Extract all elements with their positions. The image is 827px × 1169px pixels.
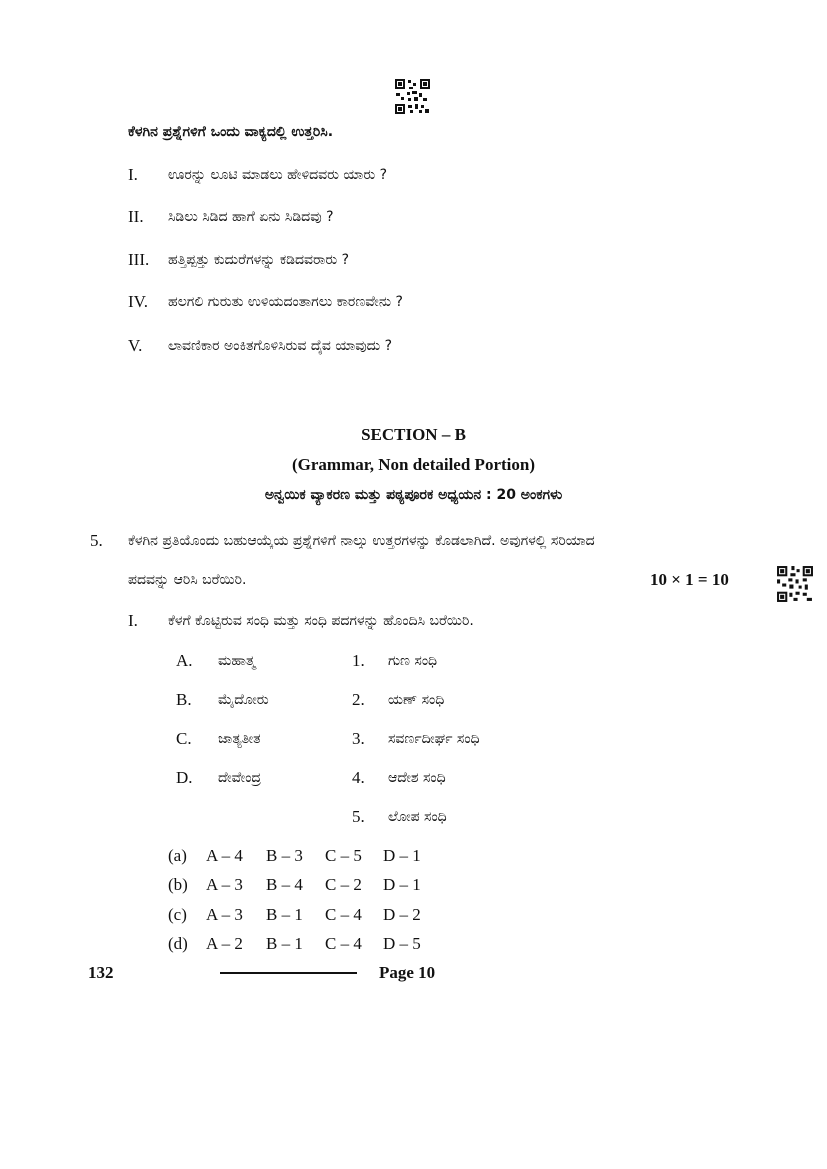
sub-question-number: I.: [128, 611, 138, 630]
left-column-item: ಮೈದೋರು: [218, 692, 269, 708]
answer-option-label: (a): [168, 846, 187, 865]
answer-option-value: A – 2: [206, 934, 243, 953]
answer-option-label: (c): [168, 905, 187, 924]
answer-option-value: D – 5: [383, 934, 421, 953]
question-text: ಹಲಗಲಿ ಗುರುತು ಉಳಿಯದಂತಾಗಲು ಕಾರಣವೇನು ?: [168, 294, 403, 310]
answer-option-value: C – 4: [325, 934, 362, 953]
answer-option-value: A – 3: [206, 905, 243, 924]
answer-option-value: A – 4: [206, 846, 243, 865]
footer-divider: [220, 972, 357, 974]
left-column-item: ಜಾತ್ಯತೀತ: [218, 731, 261, 747]
right-column-label: 3.: [352, 729, 365, 748]
left-column-item: ಮಹಾತ್ಮ: [218, 653, 256, 669]
section-subtitle: (Grammar, Non detailed Portion): [291, 455, 535, 474]
answer-option-value: B – 1: [266, 905, 303, 924]
sub-question-text: ಕೆಳಗೆ ಕೊಟ್ಟಿರುವ ಸಂಧಿ ಮತ್ತು ಸಂಧಿ ಪದಗಳನ್ನು ಹೊಂದಿಸಿ ಬರೆಯಿರಿ.: [168, 613, 474, 629]
answer-option-value: D – 2: [383, 905, 421, 924]
paper-code: 132: [88, 963, 114, 982]
question-number: IV.: [128, 292, 148, 311]
left-column-label: A.: [176, 651, 193, 670]
question-text: ಕೆಳಗಿನ ಪ್ರತಿಯೊಂದು ಬಹುಆಯ್ಕೆಯ ಪ್ರಶ್ನೆಗಳಿಗೆ ನಾಲ್ಕು ಉತ್ತರಗಳನ್ನು ಕೊಡಲಾಗಿದೆ. ಅವುಗಳಲ್ಲಿ ಸರಿಯಾದ: [128, 533, 595, 549]
question-text-continued: ಪದವನ್ನು ಆರಿಸಿ ಬರೆಯಿರಿ.: [128, 572, 247, 588]
answer-option-value: C – 2: [325, 875, 362, 894]
right-column-item: ಗುಣ ಸಂಧಿ: [388, 653, 438, 669]
right-column-label: 1.: [352, 651, 365, 670]
answer-option-value: D – 1: [383, 846, 421, 865]
question-text: ಊರನ್ನು ಲೂಟಿ ಮಾಡಲು ಹೇಳಿದವರು ಯಾರು ?: [168, 167, 388, 183]
answer-option-value: B – 3: [266, 846, 303, 865]
right-column-item: ಸವರ್ಣದೀರ್ಘ ಸಂಧಿ: [388, 731, 480, 747]
marks-label: 10 × 1 = 10: [650, 570, 729, 589]
answer-option-value: A – 3: [206, 875, 243, 894]
qr-code-icon: [776, 565, 814, 603]
question-number: I.: [128, 165, 138, 184]
answer-option-label: (d): [168, 934, 188, 953]
right-column-item: ಲೋಪ ಸಂಧಿ: [388, 809, 447, 825]
section-title: SECTION – B: [361, 425, 466, 444]
question-text: ಸಿಡಿಲು ಸಿಡಿದ ಹಾಗೆ ಏನು ಸಿಡಿದವು ?: [168, 209, 334, 225]
answer-option-value: C – 4: [325, 905, 362, 924]
right-column-item: ಯಣ್ ಸಂಧಿ: [388, 692, 445, 708]
qr-code-icon: [394, 78, 431, 115]
question-text: ಹತ್ತಿಪ್ಪತ್ತು ಕುದುರೆಗಳನ್ನು ಕಡಿದವರಾರು ?: [168, 252, 350, 268]
left-column-item: ದೇವೇಂದ್ರ: [218, 770, 262, 786]
right-column-item: ಆದೇಶ ಸಂಧಿ: [388, 770, 446, 786]
answer-option-value: D – 1: [383, 875, 421, 894]
left-column-label: D.: [176, 768, 193, 787]
left-column-label: C.: [176, 729, 192, 748]
answer-option-value: B – 4: [266, 875, 303, 894]
right-column-label: 4.: [352, 768, 365, 787]
question-number: 5.: [90, 531, 103, 550]
answer-option-value: B – 1: [266, 934, 303, 953]
instruction-heading: ಕೆಳಗಿನ ಪ್ರಶ್ನೆಗಳಿಗೆ ಒಂದು ವಾಕ್ಯದಲ್ಲಿ ಉತ್ತರಿಸಿ.: [128, 124, 334, 140]
section-kannada-title: ಅನ್ವಯಿಕ ವ್ಯಾಕರಣ ಮತ್ತು ಪಠ್ಯಪೂರಕ ಅಧ್ಯಯನ : 20 ಅಂಕಗಳು: [264, 487, 563, 503]
answer-option-label: (b): [168, 875, 188, 894]
page-number: Page 10: [379, 963, 436, 982]
question-number: III.: [128, 250, 150, 269]
right-column-label: 2.: [352, 690, 365, 709]
right-column-label: 5.: [352, 807, 365, 826]
question-number: II.: [128, 207, 144, 226]
question-text: ಲಾವಣಿಕಾರ ಅಂಕಿತಗೊಳಿಸಿರುವ ದೈವ ಯಾವುದು ?: [168, 338, 393, 354]
answer-option-value: C – 5: [325, 846, 362, 865]
left-column-label: B.: [176, 690, 192, 709]
question-number: V.: [128, 336, 143, 355]
